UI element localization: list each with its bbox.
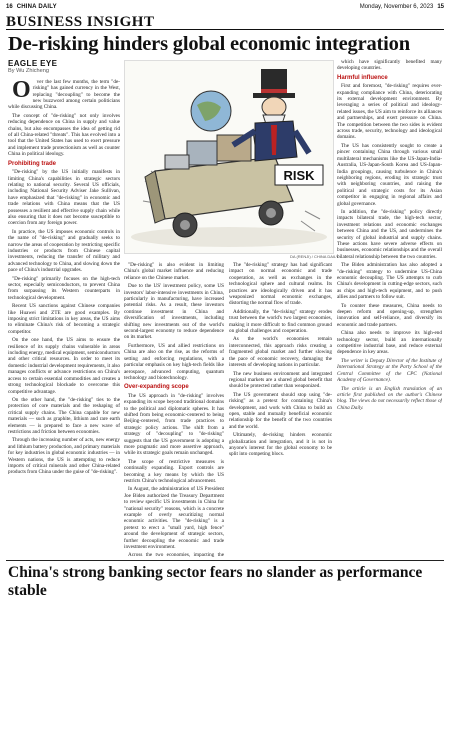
paragraph: The "de-risking" strategy has had significant impact on normal economic and trade cooperation, as well as exchanges in the technological sphere and cultural realms. Its practices are ideologically driven and it has weaponized normal economic exchanges, distorting the normal flow of trade.: [229, 262, 332, 307]
subhead-over-expanding-scope: Over-expanding scope: [124, 384, 189, 391]
article-column-2: [124, 262, 224, 557]
cartoon-credit: DA (RENJI) / CHINA DAILY: [290, 254, 339, 259]
paragraph: The scope of restrictive measures is continually expanding. Export controls are becoming a key means by which the US restricts China's technological advancement.: [124, 458, 224, 484]
paragraph: The new business environment and integrated regional markets are a shared global benefit that should be protected rather than weaponized.: [229, 370, 332, 390]
disclaimer: The article is an English translation of an article first published on the author's Chinese blog. The views do not necessarily reflect those of China Daily.: [337, 385, 442, 411]
article-column-3: [229, 262, 332, 557]
masthead-rule: [6, 29, 444, 30]
paragraph: On the one hand, the US aims to ensure the resilience of its supply chains vulnerable in areas including energy, medical equipment, semiconductors and other critical resources. In order to meet its domestic industrial development requirements, it also manages conflicts or advance restrictions on China's access to certain essential commodities and creates a strong technological blockade to overcome this competitive advantage.: [8, 337, 120, 395]
paragraph: Additionally, the "de-risking" strategy erodes trust between the world's two largest economies, making it more difficult to find common ground on global challenges and cooperation.: [229, 308, 332, 335]
column-kicker: EAGLE EYE: [8, 59, 58, 68]
paragraph: On the other hand, the "de-risking" ties to the protection of core materials and the reshaping of critical supply chains. The China capable for new materials — such as graphite, lithium and rare earth elements — is prepared to face a new wave of restrictions and friction between economies.: [8, 396, 120, 435]
paragraph: Recent US sanctions against Chinese companies like Huawei and ZTE are good examples. By imposing strict limitations in key areas, the US aims to eliminate China's risk of becoming a strategic competitor.: [8, 303, 120, 335]
article-divider: [6, 560, 444, 561]
paragraph: China also needs to improve its high-end technology sector, build an internationally competitive industrial base, and reduce external dependence in key areas.: [337, 330, 442, 356]
page-header-bar: [6, 2, 444, 12]
subhead-prohibiting-trade: Prohibiting trade: [8, 160, 56, 167]
paragraph: "De-risking" is also evident in limiting China's global market influence and reducing reliance on the Chinese market.: [124, 262, 224, 281]
paragraph: The Biden administration has also adopted a "de-risking" strategy to undermine US-China economic decoupling. The US attempts to curb China's development in cutting-edge sectors, such as chips and high-tech equipment, and to push allies and partners to follow suit.: [337, 262, 442, 301]
main-headline: De-risking hinders global economic integration: [8, 33, 410, 55]
paragraph: "De-risking" by the US initially manifests in limiting China's capabilities in strategic sectors relating to national security. Several US officials, including National Security Adviser Jake Sullivan, have emphasized that "de-risking" in economic and trade relations with China means that the US possesses a resilient and effective supply chain while also ensuring that it does not become susceptible to coercion from any foreign power.: [8, 169, 120, 227]
paragraph: Due to the US' investment policy, some US investors' labor-intensive investments in China, particularly in manufacturing, have increased potential risks. As a result, these investors continue investment in China and diversification of investments, including shifting new investments out of the world's second-largest economy to reduce dependence on its market.: [124, 283, 224, 341]
section-masthead: [6, 13, 444, 29]
byline: By Wu Zhicheng: [8, 68, 49, 75]
paragraph: O ver the last few months, the term "de-risking" has gained currency in the West, replacing "decoupling" to become the new buzzword among certain politicians while discussing China.: [8, 76, 120, 111]
paragraph: The US has consistently sought to create a pincer containing China through various small multilateral mechanisms like the US-Japan-India-Australia, US-Japan-South Korea and US-Japan-India groupings, causing turbulence in China's neighboring regions, eroding its strategic trust with neighboring countries, and raising the political and strategic costs for its Asian competitor in engaging in regional affairs and global governance.: [337, 142, 442, 207]
paragraph: The concept of "de-risking" not only involves reducing dependence on China in supply and value chains, but also encompasses the idea of getting rid of all China-related "threats". This has evolved into a tool that the United States has used to exert pressure and implement trade protectionism as well as counter China in political ideology.: [8, 112, 120, 158]
paragraph: Through the increasing number of acts, new energy and lithium battery production, and primary materials for key industries in global economic industries — in Western nations, the US is attempting to reduce imports of critical minerals and other China-related products from China under the guise of "de-risking".: [8, 437, 120, 476]
editorial-cartoon: [124, 60, 334, 254]
section-title: BUSINESS INSIGHT: [6, 14, 155, 30]
paragraph: Ultimately, de-risking hinders economic globalization and integration, and it is not in anyone's interest for the global economy to be split into competing blocs.: [229, 432, 332, 458]
paragraph: Furthermore, US and allied restrictions on China are also on the rise, as the reforms of setting and enforcing regulations, with a particular emphasis on key high-tech fields like aerospace, advanced computing, quantum technology and biotechnology.: [124, 342, 224, 381]
risk-sign-text: RISK: [283, 168, 315, 183]
second-headline: China's strong banking sector fears no slander as performance stable: [8, 564, 423, 599]
article-column-4: [337, 59, 442, 557]
paragraph: The US approach in "de-risking" involves expanding its scope beyond traditional domains to the political and diplomatic spheres. It has shifted from being economic-centered to being Beijing-centered, from trade practices to strategic policy actions. The shift from a strategy of "decoupling" to "de-risking" suggests that the US government is adopting a more pragmatic and more assertive approach, while its strategic goals remain unchanged.: [124, 392, 224, 457]
cartoon-illustration: [125, 61, 333, 253]
paragraph: Across the two economies, impacting the: [128, 552, 224, 557]
paragraph: In August, the administration of US President Joe Biden authorized the Treasury Department to review specific US investments in China for "national security" reasons, which is a concrete example of overly securitizing normal economic activities. The "de-risking" is a pretext to erect a "small yard, high fence" around the development of strategic sectors, further decoupling the economic and trade investment environment.: [124, 486, 224, 551]
paragraph: The US government should stop using "de-risking" as a pretext for containing China's development, and work with China to build an open, stable and mutually beneficial economic relationship for the benefit of the two countries and the world.: [229, 391, 332, 430]
page-number-right: 15: [437, 4, 444, 10]
paragraph: As the world's economies remain interconnected, this approach risks creating a fragmented global market and further slowing the pace of economic recovery, damaging the interests of developing nations in particular.: [229, 336, 332, 369]
paragraph: In addition, the "de-risking" policy directly impacts bilateral trade, the high-tech sector, investment relations and economic exchanges between China and the US, and undermines the security of global industrial and supply chains. These actions have severe adverse effects on businesses, economic relationships and the overall bilateral relationship between the two countries.: [337, 208, 442, 260]
article-column-1: [8, 59, 120, 557]
subhead-harmful-influence: Harmful influence: [337, 74, 388, 81]
page-number-left: 16: [6, 4, 13, 10]
issue-date: Monday, November 6, 2023: [359, 4, 434, 10]
paragraph: "De-risking" primarily focuses on the high-tech sector, especially semiconductors, to prevent China from surpassing its Western counterparts in technological development.: [8, 275, 120, 301]
paragraph: In practice, the US imposes economic controls in the name of "de-risking" and gradually seeks to narrow the areas of cooperation by restricting specific industries or products from Chinese capital investments, reducing the transfer of military and advanced technology to China, and slowing down the pace of China's industrial upgrades.: [8, 228, 120, 274]
drop-cap: O: [12, 76, 31, 103]
paragraph: First and foremost, "de-risking" requires ever-expanding compliance with China, deteriorating its external development environment. By leveraging a series of political and ideology-related issues, the US aim to reinforce its alliances and partnerships, and exert pressure on China. The competition between the two sides is evident across trade, security, technology and ideological domains.: [337, 83, 442, 141]
paragraph: which have significantly benefited many developing countries.: [337, 59, 442, 72]
author-bio: The writer is Deputy Director of the Institute of International Strategy at the Party School of the Central Committee of the CPC (National Academy of Governance).: [337, 357, 442, 384]
newspaper-logo: CHINA DAILY: [16, 4, 57, 10]
paragraph: To counter these measures, China needs to deepen reform and opening-up, strengthen innovation and self-reliance, and diversify its economic and trade partners.: [337, 302, 442, 328]
